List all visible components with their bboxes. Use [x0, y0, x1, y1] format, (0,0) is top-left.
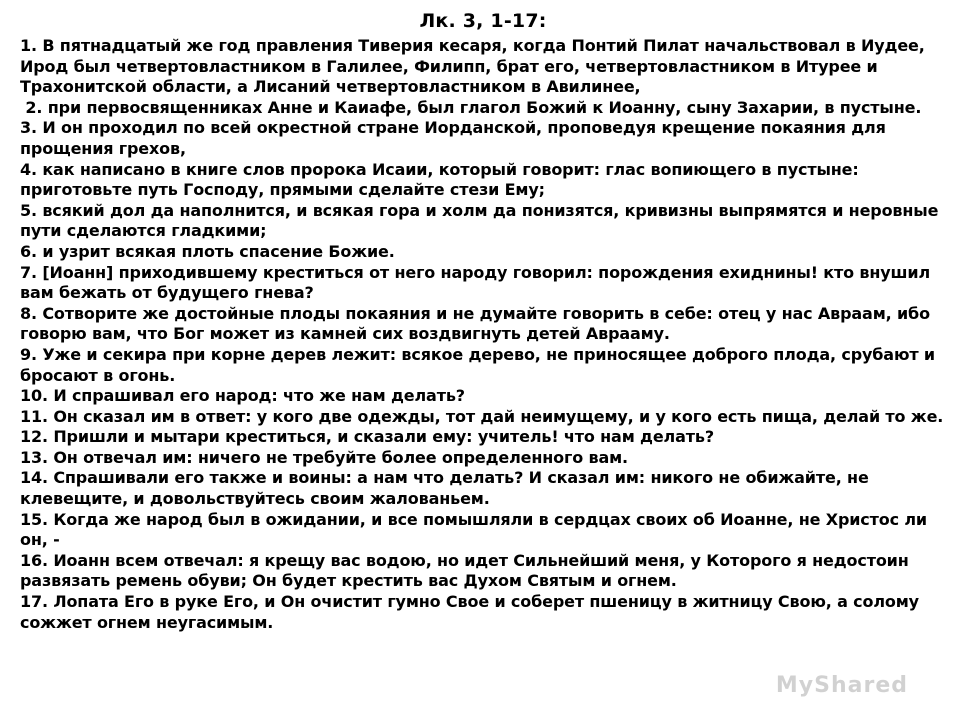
verse-4: 4. как написано в книге слов пророка Исаии, который говорит: глас вопиющего в пустыне: приготовьте путь Господу, прямыми сделайте стези Ему; [20, 159, 859, 200]
verse-9: 9. Уже и секира при корне дерев лежит: всякое дерево, не приносящее доброго плода, срубают и бросают в огонь. [20, 344, 935, 385]
verse-5: 5. всякий дол да наполнится, и всякая гора и холм да понизятся, кривизны выпрямятся и неровные пути сделаются гладкими; [20, 200, 939, 241]
verse-11: 11. Он сказал им в ответ: у кого две одежды, тот дай неимущему, и у кого есть пища, делай то же. [20, 406, 944, 426]
verse-16: 16. Иоанн всем отвечал: я крещу вас водою, но идет Сильнейший меня, у Которого я недостоин развязать ремень обуви; Он будет крестить вас Духом Святым и огнем. [20, 550, 909, 591]
verse-15: 15. Когда же народ был в ожидании, и все помышляли в сердцах своих об Иоанне, не Христос ли он, - [20, 509, 927, 550]
verse-13: 13. Он отвечал им: ничего не требуйте более определенного вам. [20, 447, 628, 467]
verse-14: 14. Спрашивали его также и воины: а нам что делать? И сказал им: никого не обижайте, не клевещите, и довольствуйтесь своим жалованьем. [20, 468, 869, 509]
slide-title: Лк. 3, 1-17: [419, 10, 547, 32]
verse-10: 10. И спрашивал его народ: что же нам делать? [20, 386, 465, 406]
verse-list [20, 36, 946, 633]
verse-8: 8. Сотворите же достойные плоды покаяния и не думайте говорить в себе: отец у нас Авраам, ибо говорю вам, что Бог может из камней сих воздвигнуть детей Аврааму. [20, 303, 930, 344]
verse-12: 12. Пришли и мытари креститься, и сказали ему: учитель! что нам делать? [20, 427, 714, 447]
verse-2: 2. при первосвященниках Анне и Каиафе, был глагол Божий к Иоанну, сыну Захарии, в пустыне. [20, 97, 922, 117]
verse-1: 1. В пятнадцатый же год правления Тиверия кесаря, когда Понтий Пилат начальствовал в Иудее, Ирод был четвертовластником в Галилее, Филипп, брат его, четвертовластником в Итурее и Трахонитской области, а Лисаний четвертовластником в Авилинее, [20, 36, 925, 97]
verse-6: 6. и узрит всякая плоть спасение Божие. [20, 241, 395, 261]
verse-17: 17. Лопата Его в руке Его, и Он очистит гумно Свое и соберет пшеницу в житницу Свою, а солому сожжет огнем неугасимым. [20, 592, 919, 632]
verse-3: 3. И он проходил по всей окрестной стране Иорданской, проповедуя крещение покаяния для прощения грехов, [20, 118, 886, 158]
verse-7: 7. [Иоанн] приходившему креститься от него народу говорил: порождения ехиднины! кто внушил вам бежать от будущего гнева? [20, 262, 931, 303]
watermark: MyShared [775, 673, 908, 698]
